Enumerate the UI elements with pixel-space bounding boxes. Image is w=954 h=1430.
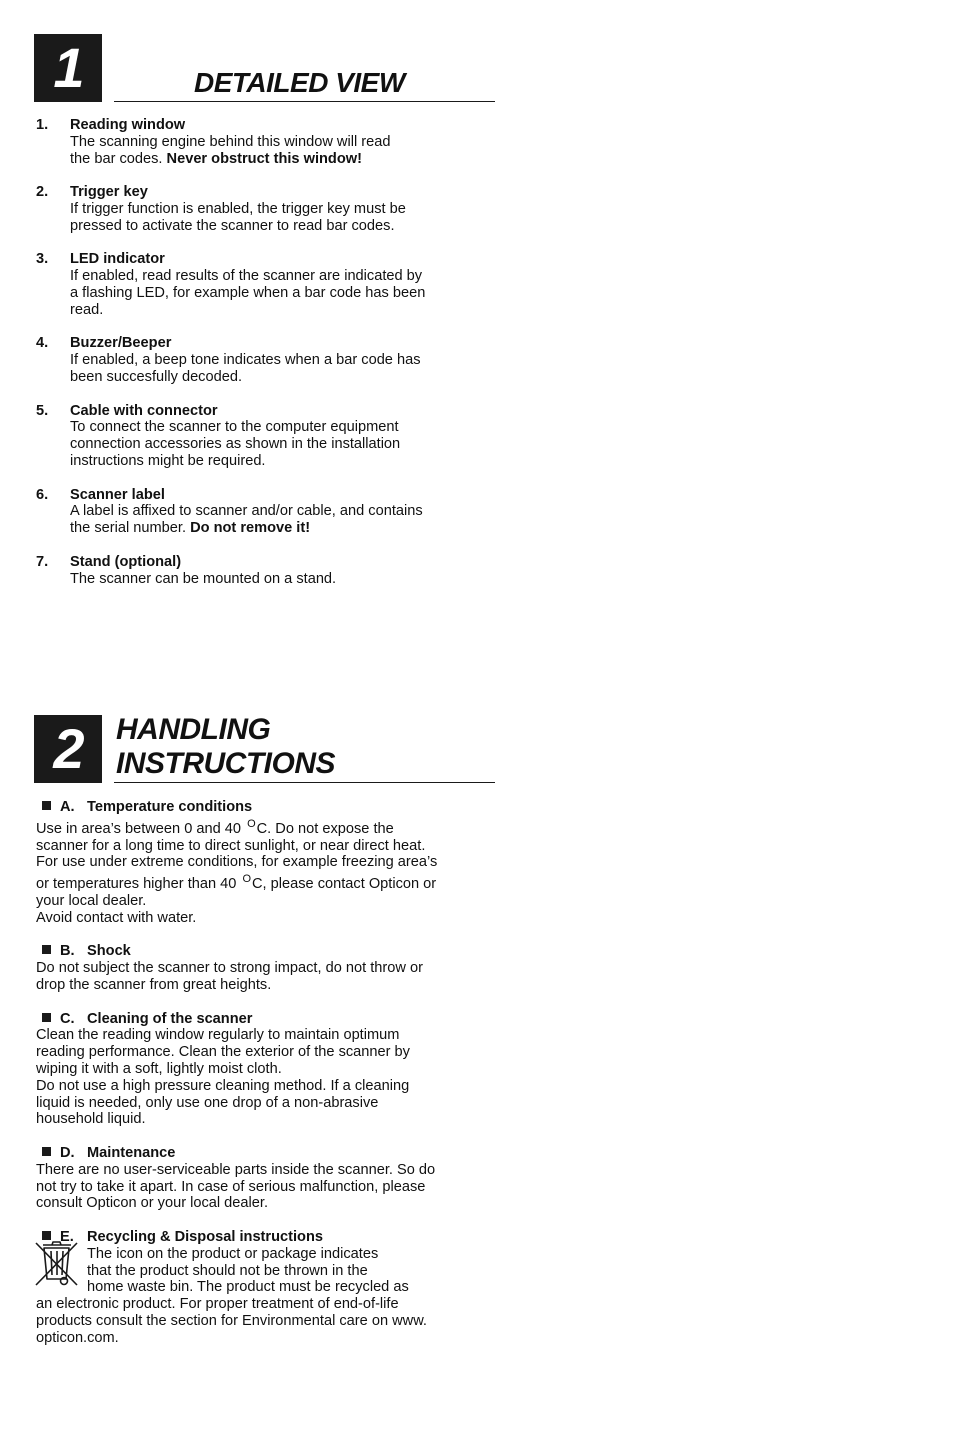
- item-letter: D.: [60, 1144, 75, 1161]
- item-number: 5.: [36, 402, 49, 419]
- list-item: [36, 251, 496, 318]
- body-text: C. Do not expose the: [256, 820, 394, 837]
- degree-symbol: O: [247, 817, 256, 830]
- item-description: If enabled, read results of the scanner are indicated by a flashing LED, for example when a bar code has been read.: [70, 268, 426, 318]
- item-warning: Do not remove it!: [190, 520, 311, 537]
- list-item-shock: [36, 943, 498, 993]
- item-title: Buzzer/Beeper: [70, 335, 172, 352]
- item-heading: [36, 943, 498, 960]
- item-title: Temperature conditions: [87, 799, 253, 815]
- item-body: Clean the reading window regularly to maintain optimum reading performance. Clean the exterior of the scanner by wiping it with a soft, lightly moist cloth. Do not use a high pressure cleaning method. If a cleaning liquid is needed, only use one drop of a non-abrasive household liquid.: [36, 1027, 410, 1128]
- list-item: [36, 117, 496, 167]
- body-text: C, please contact Opticon or: [252, 876, 437, 893]
- item-title: LED indicator: [70, 251, 165, 268]
- item-title: Trigger key: [70, 184, 148, 201]
- item-title: Stand (optional): [70, 553, 182, 570]
- item-letter: E.: [60, 1228, 74, 1245]
- body-text: scanner for a long time to direct sunlight, or near direct heat. For use under extreme conditions, for example freezing area’s: [36, 837, 438, 871]
- item-description: To connect the scanner to the computer equipment connection accessories as shown in the installation instructions might be required.: [70, 419, 401, 469]
- list-item-temperature: [36, 799, 498, 927]
- item-title: Cable with connector: [70, 402, 218, 419]
- body-text: Use in area’s between 0 and 40: [36, 820, 246, 837]
- item-text: The scanning engine behind this window will read the bar codes.: [70, 133, 391, 167]
- body-text: or temperatures higher than 40: [36, 876, 241, 893]
- item-number: 4.: [36, 335, 49, 352]
- item-title: Maintenance: [87, 1144, 176, 1161]
- item-title: Reading window: [70, 117, 186, 133]
- item-body: Do not subject the scanner to strong impact, do not throw or drop the scanner from great heights.: [36, 960, 423, 993]
- list-item-maintenance: [36, 1145, 498, 1212]
- degree-symbol: O: [242, 873, 251, 886]
- item-number: 2.: [36, 184, 49, 201]
- bullet-square-icon: [42, 801, 51, 810]
- list-item: [36, 403, 496, 470]
- item-title: Scanner label: [70, 486, 165, 503]
- item-heading: [36, 1145, 498, 1162]
- item-body: There are no user-serviceable parts inside the scanner. So do not try to take it apart. In case of serious malfunction, please consult Opticon or your local dealer.: [36, 1161, 436, 1212]
- item-number: 6.: [36, 486, 49, 503]
- item-description: The scanner can be mounted on a stand.: [70, 570, 337, 587]
- section-title: HANDLING INSTRUCTIONS: [114, 713, 495, 783]
- bullet-square-icon: [42, 1013, 51, 1022]
- item-title: Cleaning of the scanner: [87, 1010, 253, 1027]
- item-body-indented: The icon on the product or package indicates that the product should not be thrown in the home waste bin. The product must be recycled as: [87, 1245, 409, 1296]
- item-heading: [36, 799, 498, 816]
- section-2-header: [34, 715, 495, 783]
- list-item: [36, 554, 496, 588]
- item-description: [70, 134, 496, 168]
- item-number: 7.: [36, 553, 49, 570]
- item-description: If enabled, a beep tone indicates when a bar code has been succesfully decoded.: [70, 352, 421, 385]
- bullet-square-icon: [42, 1147, 51, 1156]
- section-1-header: [34, 34, 495, 102]
- item-letter: B.: [60, 943, 75, 960]
- list-item-cleaning: [36, 1011, 498, 1129]
- item-body: an electronic product. For proper treatment of end-of-life products consult the section for Environmental care on www. opticon.com.: [36, 1296, 427, 1346]
- item-letter: C.: [60, 1010, 75, 1027]
- item-body: [36, 816, 498, 927]
- item-title: Recycling & Disposal instructions: [87, 1228, 323, 1245]
- section-title: DETAILED VIEW: [114, 66, 495, 102]
- item-number: 3.: [36, 251, 49, 268]
- detailed-view-list: [36, 117, 496, 604]
- section-number-badge: 2: [34, 715, 102, 783]
- crossed-out-wheelie-bin-icon: [33, 1239, 79, 1287]
- list-item-recycling: [36, 1229, 498, 1347]
- item-description: [70, 503, 496, 537]
- handling-instructions-list: [36, 799, 498, 1363]
- list-item: [36, 335, 496, 385]
- item-title: Shock: [87, 943, 131, 960]
- item-letter: A.: [60, 799, 75, 815]
- section-number-badge: 1: [34, 34, 102, 102]
- item-heading: [36, 1011, 498, 1028]
- body-text: your local dealer. Avoid contact with water.: [36, 892, 197, 926]
- item-number: 1.: [36, 117, 49, 133]
- list-item: [36, 487, 496, 537]
- item-text: A label is affixed to scanner and/or cable, and contains the serial number.: [70, 503, 423, 537]
- item-description: If trigger function is enabled, the trigger key must be pressed to activate the scanner to read bar codes.: [70, 200, 406, 234]
- item-heading: [36, 1229, 498, 1246]
- item-warning: Never obstruct this window!: [166, 150, 362, 167]
- bullet-square-icon: [42, 945, 51, 954]
- list-item: [36, 184, 496, 234]
